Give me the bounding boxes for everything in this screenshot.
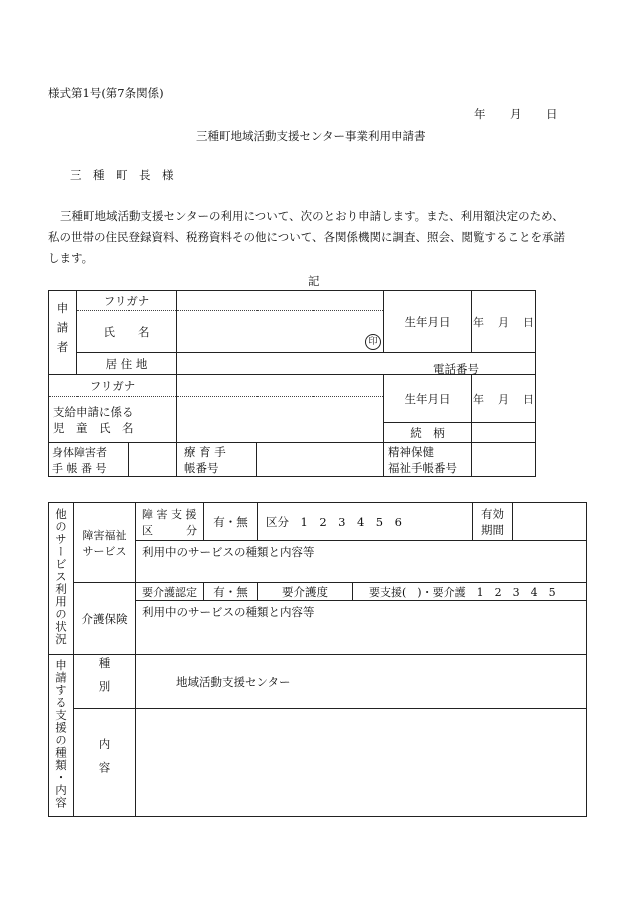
name-input[interactable]	[177, 311, 384, 353]
child-furigana-label: フリガナ	[89, 378, 136, 393]
furigana-label-cell	[77, 291, 177, 311]
name-label: 氏 名	[103, 324, 150, 339]
care-level-scale-label: 要支援( )・要介護 1 2 3 4 5	[369, 585, 556, 599]
physical-label-cell	[49, 443, 129, 477]
care-services-input[interactable]	[136, 601, 587, 655]
dob-label-cell	[384, 291, 472, 353]
dob2-month-label: 月	[498, 392, 510, 406]
kind-label-cell	[74, 655, 136, 709]
form-number: 様式第1号(第7条関係)	[48, 86, 164, 100]
care-cert-label: 要介護認定	[142, 585, 197, 599]
dob2-day-label: 日	[523, 392, 535, 406]
ryoiku-label-1: 療 育 手	[184, 444, 226, 459]
name-label-cell	[77, 311, 177, 353]
support-type-label: 申請する支援の種類・内容	[54, 659, 68, 809]
dob2-label: 生年月日	[404, 391, 451, 406]
other-services-label: 他のサービス利用の状況	[54, 508, 68, 646]
support-type-label-cell	[49, 655, 74, 817]
care-cert-label-cell	[136, 583, 204, 601]
mental-input[interactable]	[472, 443, 536, 477]
valid-period-label-cell	[473, 503, 513, 541]
physical-label-1: 身体障害者	[52, 445, 107, 459]
address-label-cell	[77, 353, 177, 375]
support-class-label-2: 区 分	[142, 523, 197, 537]
ryoiku-label-cell	[177, 443, 257, 477]
kind-label: 種別	[97, 656, 112, 704]
applicant-label: 申請者	[55, 301, 70, 361]
care-services-label: 利用中のサービスの種類と内容等	[142, 605, 315, 619]
dob2-year-label: 年	[473, 392, 485, 406]
care-cert-yes-no[interactable]	[204, 583, 258, 601]
kind-input[interactable]	[136, 655, 587, 709]
services-table	[48, 502, 587, 817]
child-name-input[interactable]	[177, 397, 384, 443]
welfare-services-label: 利用中のサービスの種類と内容等	[142, 545, 315, 559]
support-class-scale[interactable]	[258, 503, 473, 541]
address-input[interactable]	[177, 353, 536, 375]
child-name-label-2: 児 童 氏 名	[53, 420, 134, 435]
dob-input[interactable]	[472, 291, 536, 353]
mental-label-1: 精神保健	[388, 444, 435, 459]
child-furigana-input[interactable]	[177, 375, 384, 397]
dob-year-label: 年	[473, 315, 485, 329]
disability-welfare-label-cell	[74, 503, 136, 583]
addressee: 三 種 町 長 様	[70, 168, 174, 182]
ki-mark: 記	[308, 274, 320, 288]
content-label-cell	[74, 709, 136, 817]
dob-day-label: 日	[523, 315, 535, 329]
support-class-label-cell	[136, 503, 204, 541]
child-furigana-label-cell	[49, 375, 177, 397]
other-services-label-cell	[49, 503, 74, 655]
dob2-label-cell	[384, 375, 472, 423]
phone-label: 電話番号	[433, 362, 479, 376]
welfare-services-input[interactable]	[136, 541, 587, 583]
date-year-label: 年	[474, 107, 486, 121]
valid-period-label-2: 期間	[481, 522, 504, 537]
mental-label-cell	[384, 443, 472, 477]
date-month-label: 月	[510, 107, 522, 121]
ryoiku-label-2: 帳番号	[184, 460, 219, 475]
ryoiku-input[interactable]	[257, 443, 384, 477]
support-class-yes-no[interactable]	[204, 503, 258, 541]
seal-mark: 印	[365, 334, 381, 350]
child-name-label-1: 支給申請に係る	[53, 404, 134, 419]
furigana-input[interactable]	[177, 291, 384, 311]
care-level-scale[interactable]	[353, 583, 587, 601]
support-class-label-1: 障 害 支 援	[142, 507, 197, 521]
body-line-2: 私の世帯の住民登録資料、税務資料その他について、各関係機関に調査、照会、閲覧することを承諾	[48, 230, 566, 244]
relation-label-cell	[384, 423, 472, 443]
date-day-label: 日	[546, 107, 558, 121]
child-name-label-cell	[49, 397, 177, 443]
mental-label-2: 福祉手帳番号	[388, 460, 458, 475]
applicant-label-cell	[49, 291, 77, 375]
content-label: 内容	[97, 737, 112, 785]
body-line-1: 三種町地域活動支援センターの利用について、次のとおり申請します。また、利用額決定のため、	[60, 209, 564, 223]
care-insurance-label: 介護保険	[81, 611, 128, 626]
dob-month-label: 月	[498, 315, 510, 329]
support-class-yes-no-label: 有・無	[213, 514, 248, 529]
dob-label: 生年月日	[404, 314, 451, 329]
content-input[interactable]	[136, 709, 587, 817]
care-insurance-label-cell	[74, 583, 136, 655]
disability-welfare-label-1: 障害福祉	[82, 528, 127, 542]
physical-label-2: 手 帳 番 号	[52, 461, 107, 475]
furigana-label: フリガナ	[103, 293, 150, 308]
valid-period-label-1: 有効	[481, 506, 504, 521]
dob2-input[interactable]	[472, 375, 536, 423]
body-line-3: します。	[48, 251, 94, 265]
care-cert-yes-no-label: 有・無	[213, 584, 248, 599]
disability-welfare-label-2: サービス	[82, 544, 127, 558]
address-label: 居 住 地	[105, 356, 148, 371]
relation-input[interactable]	[472, 423, 536, 443]
physical-input[interactable]	[129, 443, 177, 477]
care-level-label: 要介護度	[282, 584, 328, 599]
form-title: 三種町地域活動支援センター事業利用申請書	[196, 129, 426, 143]
care-level-label-cell	[258, 583, 353, 601]
valid-period-input[interactable]	[513, 503, 587, 541]
applicant-table	[48, 290, 536, 477]
kind-value: 地域活動支援センター	[176, 674, 291, 689]
support-class-scale-label: 区分 1 2 3 4 5 6	[266, 514, 402, 529]
relation-label: 続 柄	[410, 425, 445, 440]
